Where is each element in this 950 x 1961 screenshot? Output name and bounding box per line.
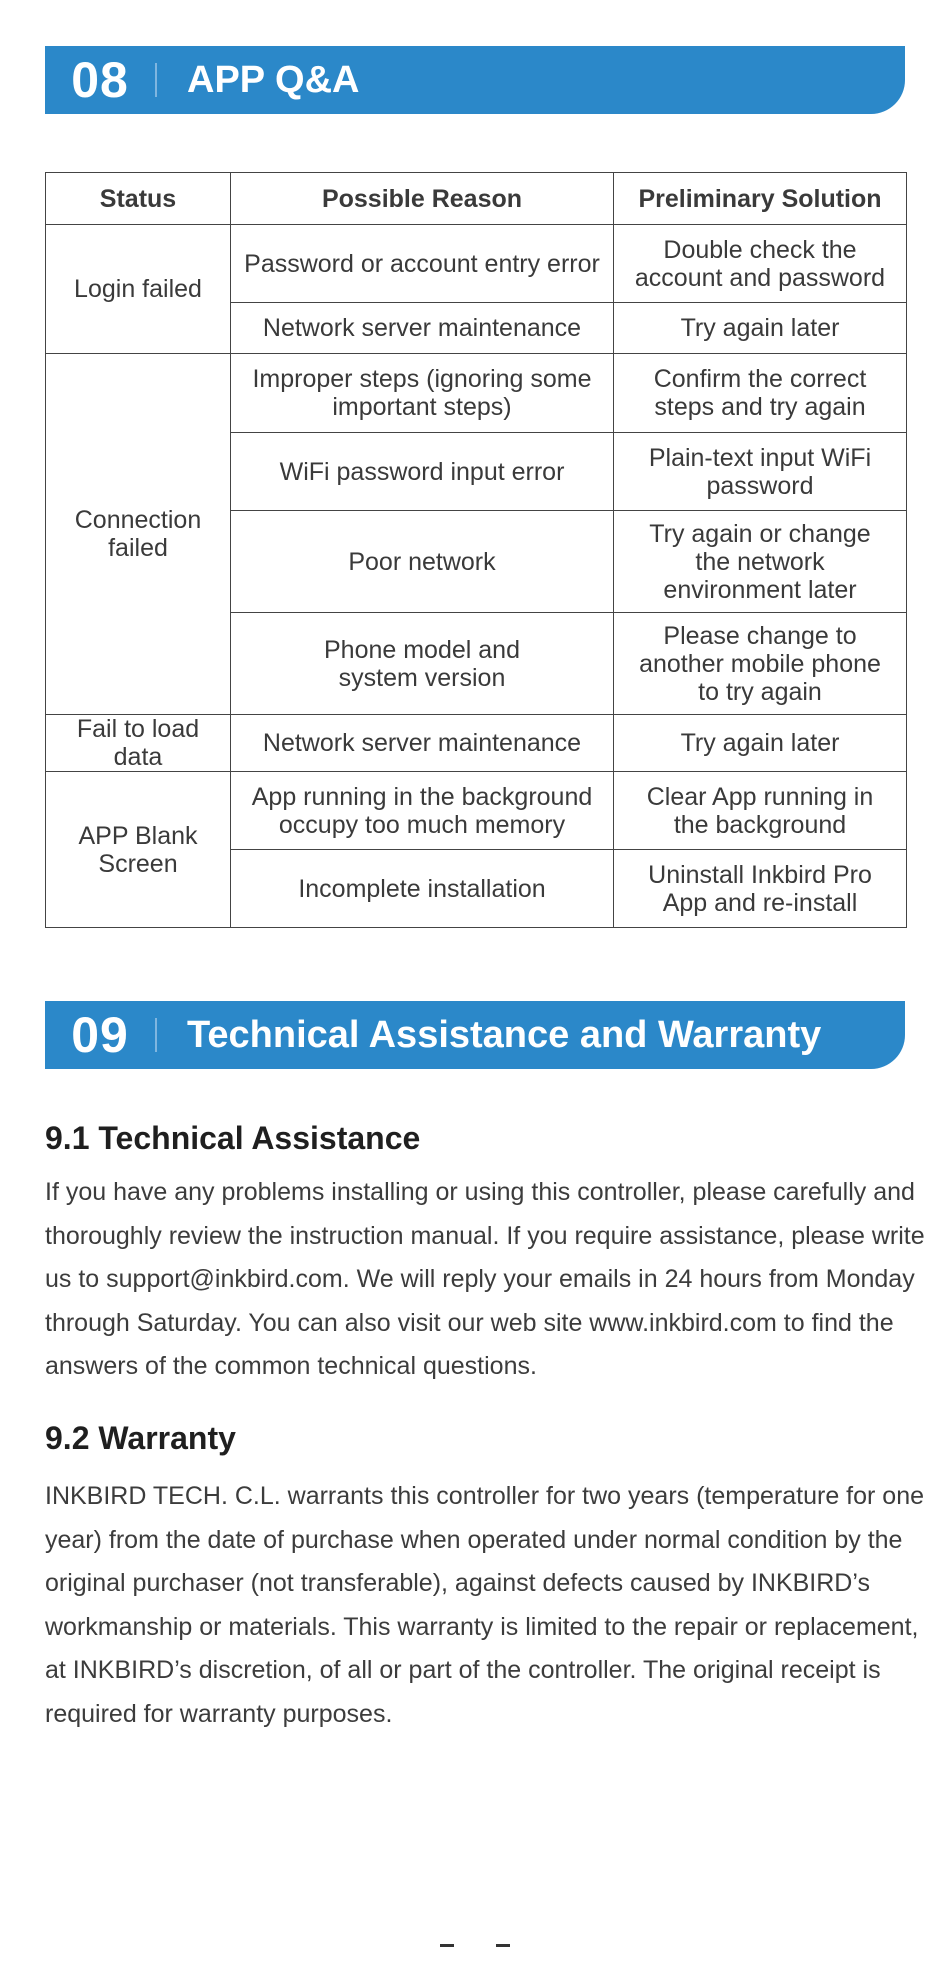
banner-divider [155, 1018, 157, 1052]
reason-cell: Password or account entry error [231, 225, 614, 303]
status-app-blank-screen: APP Blank Screen [46, 772, 231, 928]
reason-cell: Poor network [231, 511, 614, 613]
section-title: Technical Assistance and Warranty [187, 1013, 822, 1056]
page-number-marker [440, 1944, 510, 1948]
section-title: APP Q&A [187, 58, 360, 101]
status-connection-failed: Connection failed [46, 354, 231, 715]
warranty-body: INKBIRD TECH. C.L. warrants this controller for two years (temperature for one year) from the date of purchase when operated under normal condition by the original purchaser (not transferable), against defects caused by INKBIRD’s workmanship or materials. This warranty is limited to the repair or replacement, at INKBIRD’s discretion, of all or part of the controller. The original receipt is required for warranty purposes. [45, 1482, 925, 1728]
solution-cell: Clear App running in the background [614, 772, 907, 850]
reason-cell: Improper steps (ignoring some important steps) [231, 354, 614, 433]
header-status: Status [46, 173, 231, 225]
section-09-banner [45, 1001, 905, 1069]
status-fail-to-load-data: Fail to load data [46, 715, 231, 772]
reason-cell: Network server maintenance [231, 715, 614, 772]
table-header-row [46, 173, 907, 225]
solution-cell: Please change to another mobile phone to try again [614, 613, 907, 715]
solution-cell: Double check the account and password [614, 225, 907, 303]
solution-cell: Plain-text input WiFi password [614, 433, 907, 511]
reason-cell: Phone model and system version [231, 613, 614, 715]
solution-cell: Try again later [614, 715, 907, 772]
solution-cell: Uninstall Inkbird Pro App and re-install [614, 850, 907, 928]
technical-assistance-heading: 9.1 Technical Assistance [45, 1120, 421, 1156]
solution-cell: Try again later [614, 303, 907, 354]
page-mark-dash [496, 1944, 510, 1947]
table-row [46, 225, 907, 303]
header-possible-reason: Possible Reason [231, 173, 614, 225]
reason-cell: Network server maintenance [231, 303, 614, 354]
reason-cell: WiFi password input error [231, 433, 614, 511]
qa-table [45, 172, 907, 928]
section-number: 09 [71, 1007, 129, 1063]
table-row [46, 772, 907, 850]
banner-divider [155, 63, 157, 97]
reason-cell: Incomplete installation [231, 850, 614, 928]
table-row [46, 354, 907, 433]
table-row [46, 715, 907, 772]
section-number: 08 [71, 52, 129, 108]
header-preliminary-solution: Preliminary Solution [614, 173, 907, 225]
solution-cell: Try again or change the network environment later [614, 511, 907, 613]
warranty-heading: 9.2 Warranty [45, 1420, 236, 1456]
page-mark-dash [440, 1944, 454, 1947]
technical-assistance-body: If you have any problems installing or using this controller, please carefully and thoroughly review the instruction manual. If you require assistance, please write us to support@inkbird.com. We will reply your emails in 24 hours from Monday through Saturday. You can also visit our web site www.inkbird.com to find the answers of the common technical questions. [45, 1178, 925, 1380]
solution-cell: Confirm the correct steps and try again [614, 354, 907, 433]
reason-cell: App running in the background occupy too much memory [231, 772, 614, 850]
section-08-banner [45, 46, 905, 114]
status-login-failed: Login failed [46, 225, 231, 354]
